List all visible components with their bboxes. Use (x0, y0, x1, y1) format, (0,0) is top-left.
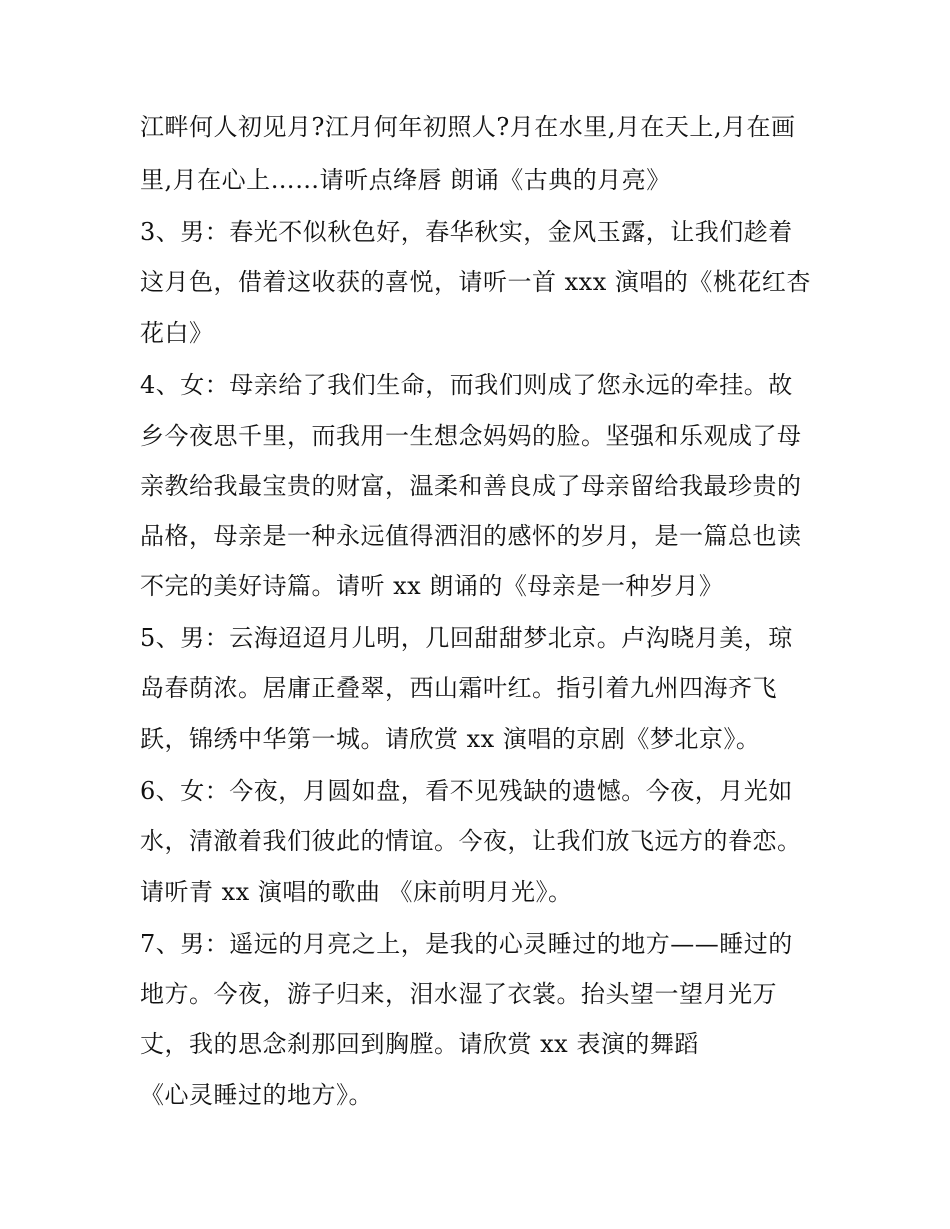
text-line: 里,月在心上……请听点绛唇 朗诵《古典的月亮》 (140, 166, 671, 194)
text-line: 花白》 (140, 319, 214, 347)
text-line: 《心灵睡过的地方》。 (140, 1081, 373, 1109)
text-line: 这月色，借着这收获的喜悦，请听一首 xxx 演唱的《桃花红杏 (140, 268, 811, 296)
text-line: 跃，锦绣中华第一城。请欣赏 xx 演唱的京剧《梦北京》。 (140, 725, 761, 753)
text-line: 6、女：今夜，月圆如盘，看不见残缺的遗憾。今夜，月光如 (140, 777, 793, 805)
text-line: 不完的美好诗篇。请听 xx 朗诵的《母亲是一种岁月》 (140, 572, 724, 600)
text-line: 丈，我的思念刹那回到胸膛。请欣赏 xx 表演的舞蹈 (140, 1030, 699, 1058)
text-line: 亲教给我最宝贵的财富，温柔和善良成了母亲留给我最珍贵的 (140, 472, 802, 500)
text-line: 岛春荫浓。居庸正叠翠，西山霜叶红。指引着九州四海齐飞 (140, 674, 777, 702)
text-line: 水，清澈着我们彼此的情谊。今夜，让我们放飞远方的眷恋。 (140, 827, 802, 855)
text-line: 请听青 xx 演唱的歌曲 《床前明月光》。 (140, 878, 573, 906)
text-line: 7、男：遥远的月亮之上，是我的心灵睡过的地方——睡过的 (140, 930, 793, 958)
text-line: 4、女：母亲给了我们生命，而我们则成了您永远的牵挂。故 (140, 371, 793, 399)
text-line: 地方。今夜，游子归来，泪水湿了衣裳。抬头望一望月光万 (140, 980, 777, 1008)
text-line: 江畔何人初见月?江月何年初照人?月在水里,月在天上,月在画 (140, 113, 796, 141)
text-line: 品格，母亲是一种永远值得洒泪的感怀的岁月，是一篇总也读 (140, 522, 802, 550)
text-line: 3、男：春光不似秋色好，春华秋实，金风玉露，让我们趁着 (140, 218, 793, 246)
text-line: 5、男：云海迢迢月儿明，几回甜甜梦北京。卢沟晓月美，琼 (140, 624, 793, 652)
text-line: 乡今夜思千里，而我用一生想念妈妈的脸。坚强和乐观成了母 (140, 422, 802, 450)
